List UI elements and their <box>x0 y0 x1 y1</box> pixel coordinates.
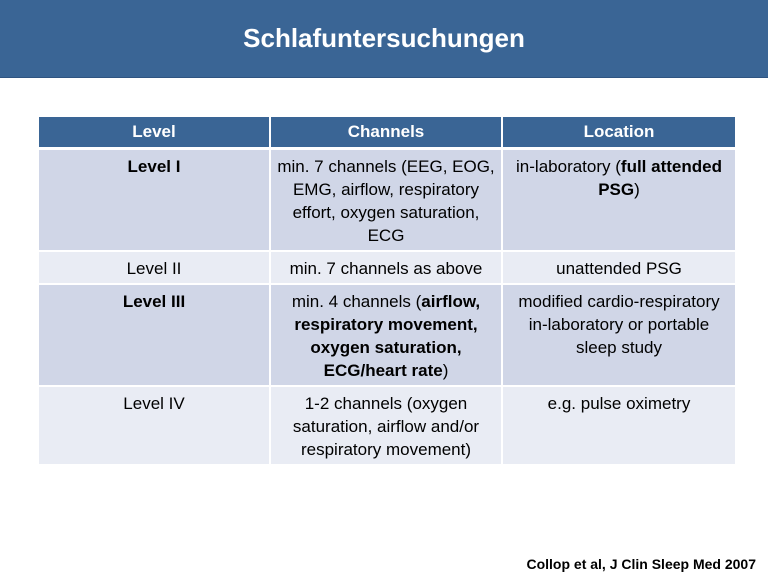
table-row <box>39 251 735 284</box>
channels-cell: 1-2 channels (oxygen saturation, airflow and/or respiratory movement) <box>270 386 502 465</box>
channels-text-end: ) <box>442 361 449 380</box>
location-cell: e.g. pulse oximetry <box>502 386 735 465</box>
location-emphasis: full attended PSG <box>598 157 722 199</box>
slide-title: Schlafuntersuchungen <box>243 23 525 53</box>
level-cell <box>39 284 270 386</box>
location-cell: modified cardio-respiratory in-laboratory or portable sleep study <box>502 284 735 386</box>
channels-cell: min. 7 channels as above <box>270 251 502 284</box>
sleep-study-levels-table <box>39 117 735 466</box>
column-header-location: Location <box>502 117 735 149</box>
table-row <box>39 284 735 386</box>
channels-emphasis: airflow, respiratory movement, oxygen saturation, ECG/heart rate <box>294 292 481 380</box>
channels-cell: min. 7 channels (EEG, EOG, EMG, airflow, respiratory effort, oxygen saturation, ECG <box>270 149 502 252</box>
level-label: Level III <box>122 292 186 311</box>
level-cell <box>39 149 270 252</box>
location-text: in-laboratory ( <box>516 157 621 176</box>
level-cell: Level IV <box>39 386 270 465</box>
level-label: Level I <box>127 157 181 176</box>
level-cell: Level II <box>39 251 270 284</box>
title-bar <box>0 0 768 78</box>
location-text-end: ) <box>634 180 640 199</box>
column-header-channels: Channels <box>270 117 502 149</box>
location-cell: unattended PSG <box>502 251 735 284</box>
table-row <box>39 149 735 252</box>
citation: Collop et al, J Clin Sleep Med 2007 <box>526 556 756 572</box>
column-header-level: Level <box>39 117 270 149</box>
channels-text: min. 4 channels ( <box>291 292 422 311</box>
table-header-row <box>39 117 735 149</box>
channels-cell <box>270 284 502 386</box>
location-cell <box>502 149 735 252</box>
table-row <box>39 386 735 465</box>
